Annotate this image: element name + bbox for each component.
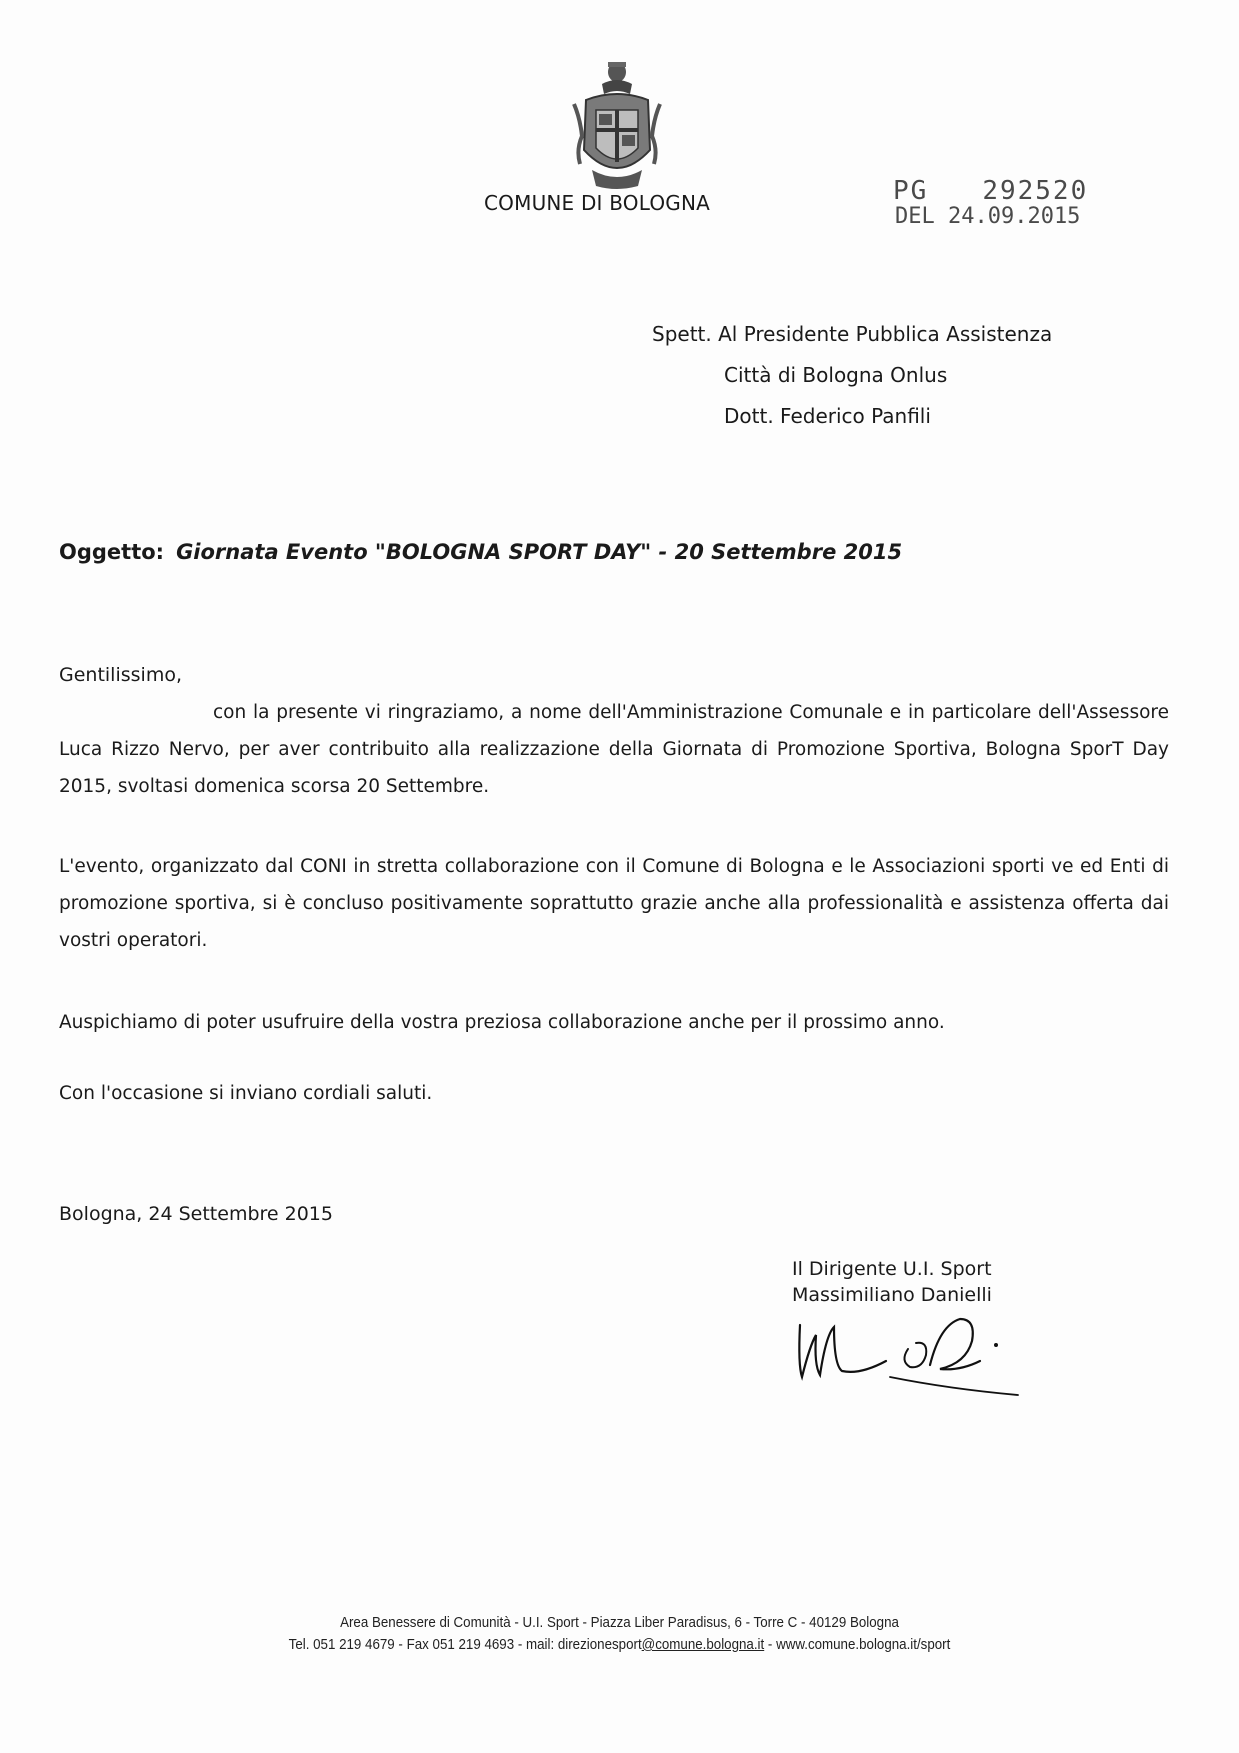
subject-line [59, 540, 902, 564]
body-paragraph-2: L'evento, organizzato dal CONI in stretta collaborazione con il Comune di Bologna e le Associazioni sporti ve ed Enti di promozione sportiva, si è concluso positivamente soprattutto grazie anche alla professionalità e assistenza offerta dai vostri operatori. [59, 856, 1169, 951]
recipient-block [652, 314, 1052, 437]
footer-contacts [50, 1634, 1190, 1656]
body-paragraph-4: Con l'occasione si inviano cordiali saluti. [59, 1083, 433, 1104]
bologna-coat-of-arms-icon [558, 58, 676, 192]
place-and-date: Bologna, 24 Settembre 2015 [59, 1203, 333, 1225]
protocol-stamp [893, 176, 1088, 229]
recipient-line-1: Spett. Al Presidente Pubblica Assistenza [652, 322, 1053, 346]
footer-phone-fax-mail: Tel. 051 219 4679 - Fax 051 219 4693 - mail: direzionesport [288, 1637, 642, 1653]
signatory-name: Massimiliano Danielli [792, 1284, 992, 1306]
salutation: Gentilissimo, [59, 664, 182, 686]
letterhead-footer [50, 1612, 1190, 1656]
recipient-line-2: Città di Bologna Onlus [724, 363, 948, 387]
protocol-date: DEL 24.09.2015 [895, 204, 1081, 229]
protocol-code: PG [893, 176, 929, 206]
body-paragraph-3: Auspichiamo di poter usufruire della vostra preziosa collaborazione anche per il prossimo anno. [59, 1012, 945, 1033]
body-paragraph-1 [59, 694, 1169, 805]
recipient-line-3: Dott. Federico Panfili [724, 404, 931, 428]
handwritten-signature-icon [790, 1305, 1030, 1400]
protocol-number: 292520 [982, 176, 1089, 206]
signatory-role: Il Dirigente U.I. Sport [792, 1258, 992, 1280]
subject-text: Giornata Evento "BOLOGNA SPORT DAY" - 20 Settembre 2015 [176, 540, 903, 564]
footer-address: Area Benessere di Comunità - U.I. Sport - Piazza Liber Paradisus, 6 - Torre C - 40129 Bologna [340, 1615, 899, 1631]
signatory-block [792, 1256, 992, 1308]
subject-label: Oggetto: [59, 540, 165, 564]
footer-email-link[interactable]: @comune.bologna.it [641, 1637, 765, 1653]
footer-website[interactable]: - www.comune.bologna.it/sport [764, 1637, 951, 1653]
body-paragraph-1-text: con la presente vi ringraziamo, a nome dell'Amministrazione Comunale e in particolare dell'Assessore Luca Rizzo Nervo, per aver contribuito alla realizzazione della Giornata di Promozione Sportiva, Bologna SporT Day 2015, svoltasi domenica scorsa 20 Settembre. [59, 702, 1169, 797]
organization-name: COMUNE DI BOLOGNA [484, 191, 711, 215]
protocol-number-row [893, 176, 1088, 206]
